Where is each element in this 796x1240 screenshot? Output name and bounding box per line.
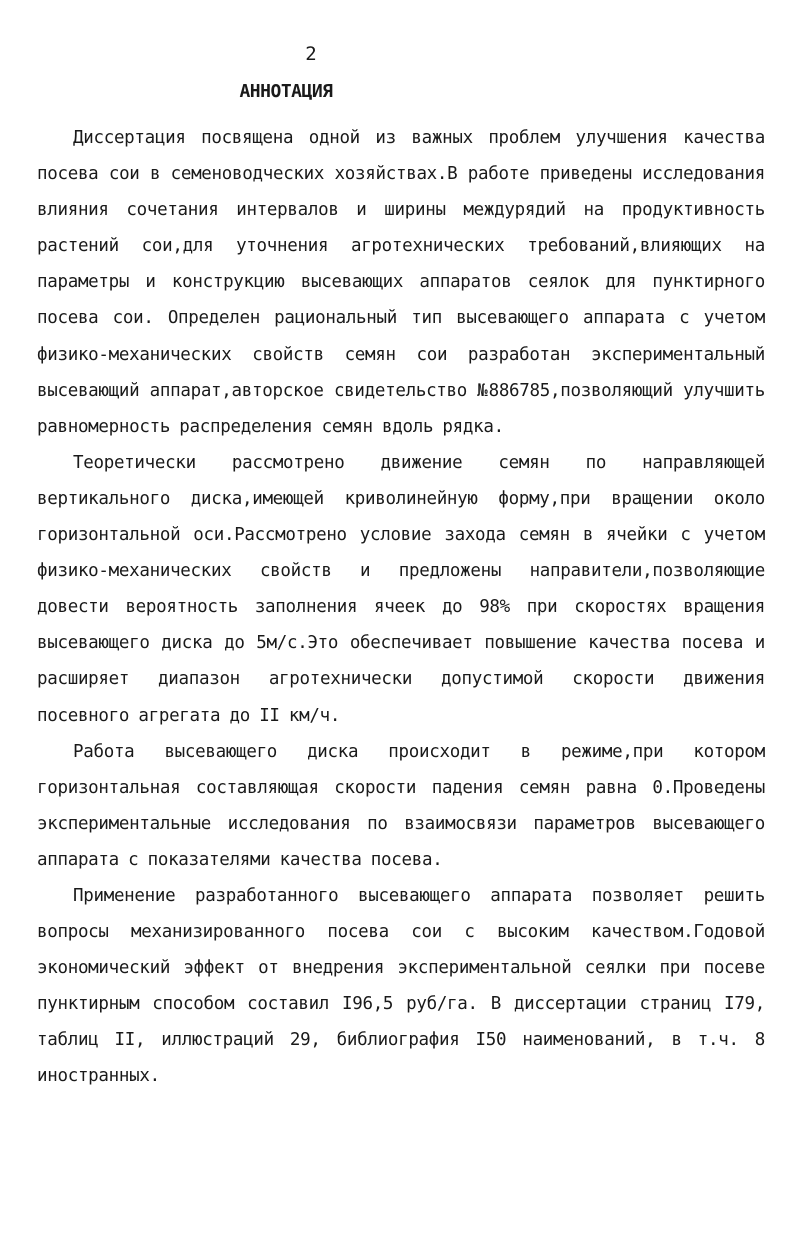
paragraph-1: Диссертация посвящена одной из важных проблем улучшения качества посева сои в семеноводческих хозяйствах.В работе приведены исследования влияния сочетания интервалов и ширины междурядий на продуктивность растений сои,для уточнения агротехнических требований,влияющих на параметры и конструкцию высевающих аппаратов сеялок для пунктирного посева сои. Определен рациональный тип высевающего аппарата с учетом физико-механических свойств семян сои разработан экспериментальный высевающий аппарат,авторское свидетельство №886785,позволяющий улучшить равномерность распределения семян вдоль рядка. bbox=[37, 128, 765, 437]
paragraph-3: Работа высевающего диска происходит в режиме,при котором горизонтальная составляющая скорости падения семян равна 0.Проведены экспериментальные исследования по взаимосвязи параметров высевающего аппарата с показателями качества посева. bbox=[37, 741, 765, 870]
annotation-body bbox=[37, 120, 765, 1095]
paragraph-2: Теоретически рассмотрено движение семян по направляющей вертикального диска,имеющей криволинейную форму,при вращении около горизонтальной оси.Рассмотрено условие захода семян в ячейки с учетом физико-механических свойств и предложены направители,позволяющие довести вероятность заполнения ячеек до 98% при скоростях вращения высевающего диска до 5м/с.Это обеспечивает повышение качества посева и расширяет диапазон агротехнически допустимой скорости движения посевного агрегата до II км/ч. bbox=[37, 452, 765, 726]
page-title: АННОТАЦИЯ bbox=[239, 81, 333, 102]
page-number: 2 bbox=[305, 43, 317, 65]
paragraph-4: Применение разработанного высевающего аппарата позволяет решить вопросы механизированного посева сои с высоким качеством.Годовой экономический эффект от внедрения экспериментальной сеялки при посеве пунктирным способом составил I96,5 руб/га. В диссертации страниц I79, таблиц II, иллюстраций 29, библиография I50 наименований, в т.ч. 8 иностранных. bbox=[37, 885, 765, 1087]
